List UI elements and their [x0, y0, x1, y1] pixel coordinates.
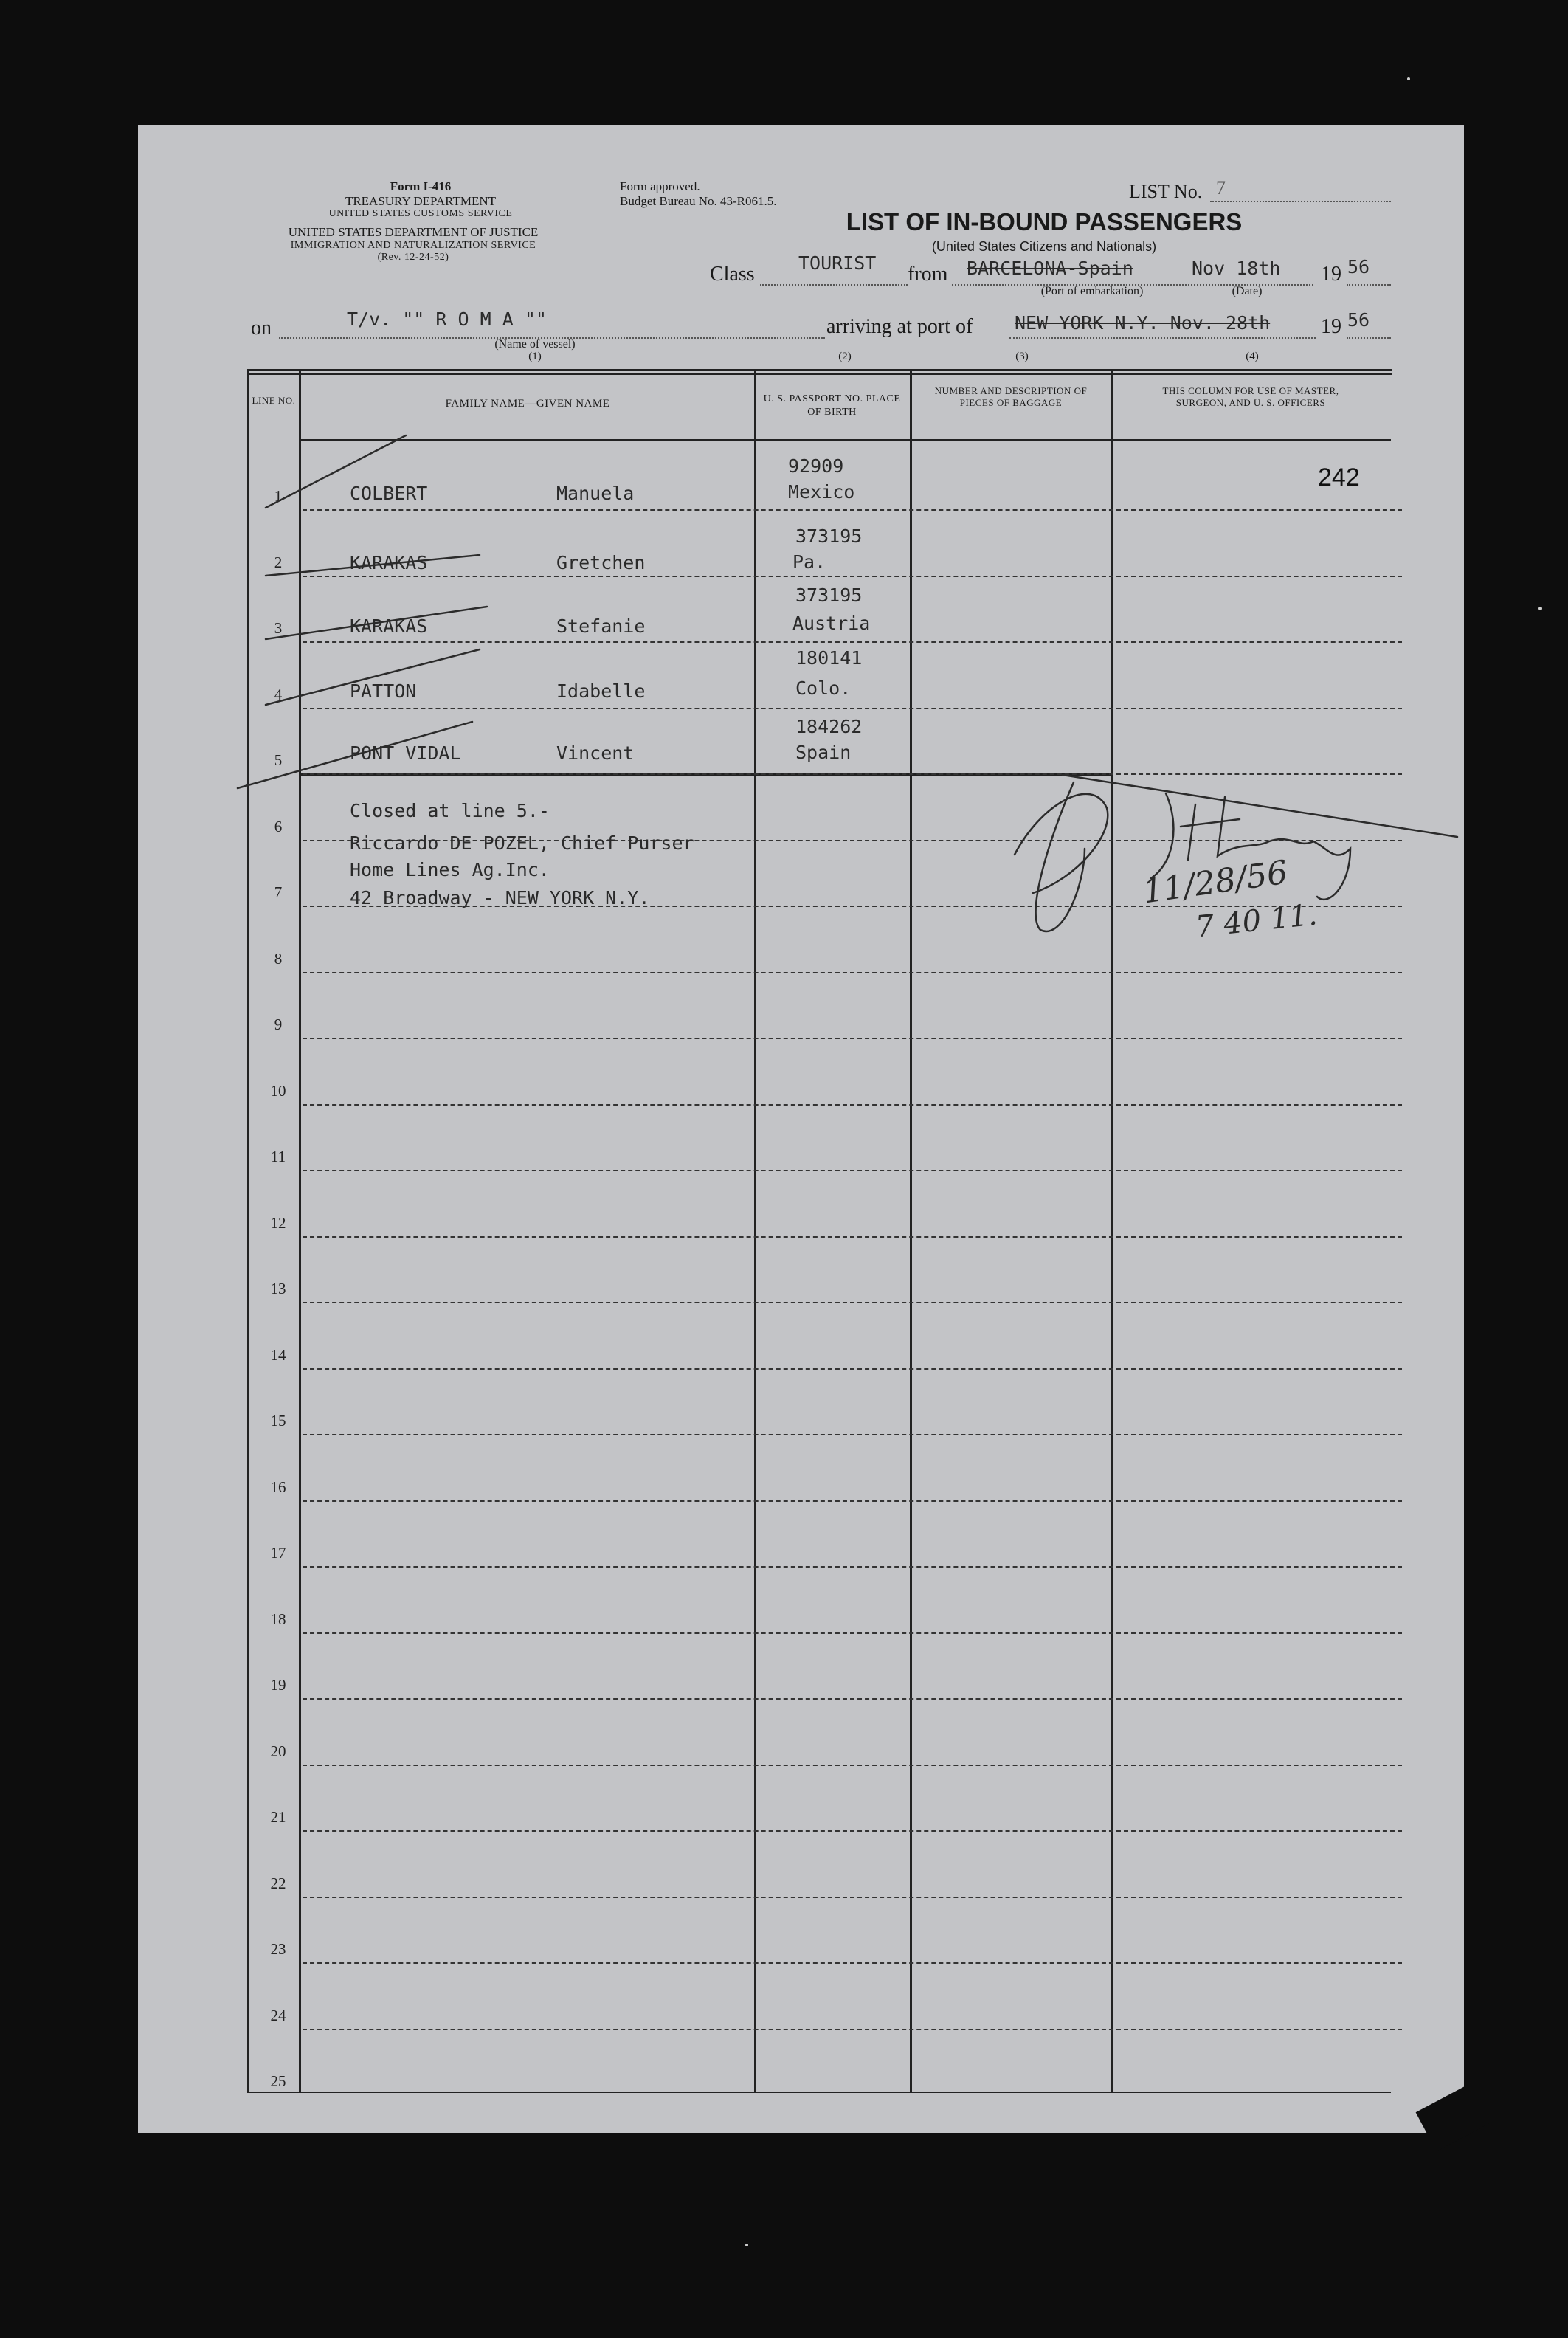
line-number: 19: [270, 1676, 286, 1694]
line-number: 23: [270, 1940, 286, 1958]
year-value: 56: [1347, 256, 1370, 277]
place-of-birth: Colo.: [795, 677, 852, 699]
line-no-header: LINE NO.: [252, 395, 296, 406]
line-number: 2: [274, 553, 283, 571]
passenger-family-name: KARAKAS: [350, 552, 428, 573]
signature-strike: [1063, 775, 1457, 837]
line-number: 14: [270, 1345, 286, 1364]
arrival-year-value: 56: [1347, 309, 1370, 331]
closing-line-1: Closed at line 5.-: [350, 800, 550, 821]
line-number: 10: [270, 1081, 286, 1100]
place-of-birth: Mexico: [788, 481, 855, 503]
officers-header: THIS COLUMN FOR USE OF MASTER, SURGEON, AND U. S. OFFICERS: [1162, 385, 1339, 409]
passenger-given-name: Gretchen: [556, 552, 646, 573]
line-number: 9: [274, 1015, 283, 1033]
passport-header: U. S. PASSPORT NO. PLACE OF BIRTH: [763, 393, 901, 418]
col3-caption: (3): [1015, 351, 1029, 362]
arrival-year-prefix: 19: [1321, 315, 1341, 338]
customs-service: UNITED STATES CUSTOMS SERVICE: [328, 208, 513, 220]
line-number: 1: [274, 487, 283, 505]
treasury-department: TREASURY DEPARTMENT: [345, 193, 497, 208]
passenger-family-name: KARAKAS: [350, 615, 428, 637]
line-number: 15: [270, 1412, 286, 1430]
class-label: Class: [710, 263, 755, 286]
line-number: 3: [274, 619, 283, 637]
revision-date: (Rev. 12-24-52): [377, 251, 449, 263]
col4-caption: (4): [1246, 351, 1259, 362]
port-embark-caption: (Port of embarkation): [1040, 285, 1144, 297]
line-number: 11: [270, 1148, 286, 1165]
embarkation-port-value: BARCELONA-Spain: [967, 258, 1133, 279]
line-number: 8: [274, 949, 283, 968]
page-title: LIST OF IN-BOUND PASSENGERS: [846, 208, 1243, 235]
line-number: 24: [270, 2006, 286, 2024]
baggage-header: NUMBER AND DESCRIPTION OF PIECES OF BAGGAGE: [934, 385, 1088, 409]
passenger-family-name: PONT VIDAL: [350, 742, 461, 764]
passenger-family-name: COLBERT: [350, 483, 428, 504]
passenger-given-name: Idabelle: [556, 680, 646, 702]
col1-caption: (1): [528, 351, 542, 362]
vessel-name-value: T/v. "" R O M A "": [347, 308, 547, 330]
passenger-family-name: PATTON: [350, 680, 417, 702]
place-of-birth: Pa.: [792, 551, 826, 573]
closing-line-4: 42 Broadway - NEW YORK N.Y.: [350, 887, 650, 908]
passenger-given-name: Vincent: [556, 742, 635, 764]
col2-caption: (2): [838, 351, 852, 362]
line-number: 25: [270, 2072, 286, 2090]
line-number: 22: [270, 1874, 286, 1892]
date-caption: (Date): [1232, 285, 1263, 297]
on-label: on: [251, 317, 272, 339]
vessel-caption: (Name of vessel): [494, 338, 576, 351]
from-label: from: [908, 263, 948, 286]
check-slash-4: [266, 649, 480, 705]
line-number: 16: [270, 1477, 286, 1496]
name-header: FAMILY NAME—GIVEN NAME: [445, 398, 610, 410]
list-number-value: 7: [1216, 177, 1226, 199]
passenger-given-name: Manuela: [556, 483, 635, 504]
closing-line-3: Home Lines Ag.Inc.: [350, 859, 550, 880]
class-value: TOURIST: [798, 252, 877, 274]
handwritten-date: 11/28/56: [1140, 853, 1291, 911]
form-number: Form I-416: [390, 179, 452, 193]
handwritten-code: 7 40 11.: [1194, 897, 1319, 945]
year-prefix: 19: [1321, 263, 1341, 286]
line-number: 12: [270, 1213, 286, 1232]
passport-number: 180141: [795, 647, 863, 669]
line-number: 13: [270, 1280, 286, 1297]
passport-number: 373195: [795, 584, 863, 606]
line-number: 5: [274, 751, 283, 769]
place-of-birth: Austria: [792, 613, 871, 634]
form-approved: Form approved.: [620, 179, 700, 193]
line-number: 6: [274, 817, 283, 835]
officer-note-number: 242: [1318, 463, 1360, 492]
passport-number: 184262: [795, 716, 863, 737]
passport-number: 92909: [788, 455, 844, 477]
closing-line-2: Riccardo DE POZEL, Chief Purser: [350, 832, 694, 854]
embarkation-date-value: Nov 18th: [1192, 258, 1281, 279]
check-slash-1: [266, 435, 406, 508]
line-number: 7: [274, 883, 283, 901]
passenger-given-name: Stefanie: [556, 615, 646, 637]
justice-department: UNITED STATES DEPARTMENT OF JUSTICE: [288, 225, 539, 239]
check-slash-2: [266, 555, 480, 576]
line-number: 20: [270, 1742, 286, 1760]
line-number: 17: [270, 1544, 286, 1562]
budget-bureau-number: Budget Bureau No. 43-R061.5.: [620, 193, 777, 208]
check-slash-5: [238, 722, 472, 788]
arriving-label: arriving at port of: [826, 315, 973, 338]
list-number-label: LIST No.: [1129, 181, 1203, 202]
place-of-birth: Spain: [795, 742, 852, 763]
line-number: 21: [270, 1808, 286, 1826]
line-number: 4: [274, 685, 283, 703]
check-slash-3: [266, 607, 487, 639]
page-subtitle: (United States Citizens and Nationals): [931, 239, 1157, 254]
ins-service: IMMIGRATION AND NATURALIZATION SERVICE: [290, 239, 536, 251]
arrival-port-value: NEW YORK N.Y. Nov. 28th: [1015, 312, 1271, 334]
line-number: 18: [270, 1610, 286, 1628]
passport-number: 373195: [795, 525, 863, 547]
